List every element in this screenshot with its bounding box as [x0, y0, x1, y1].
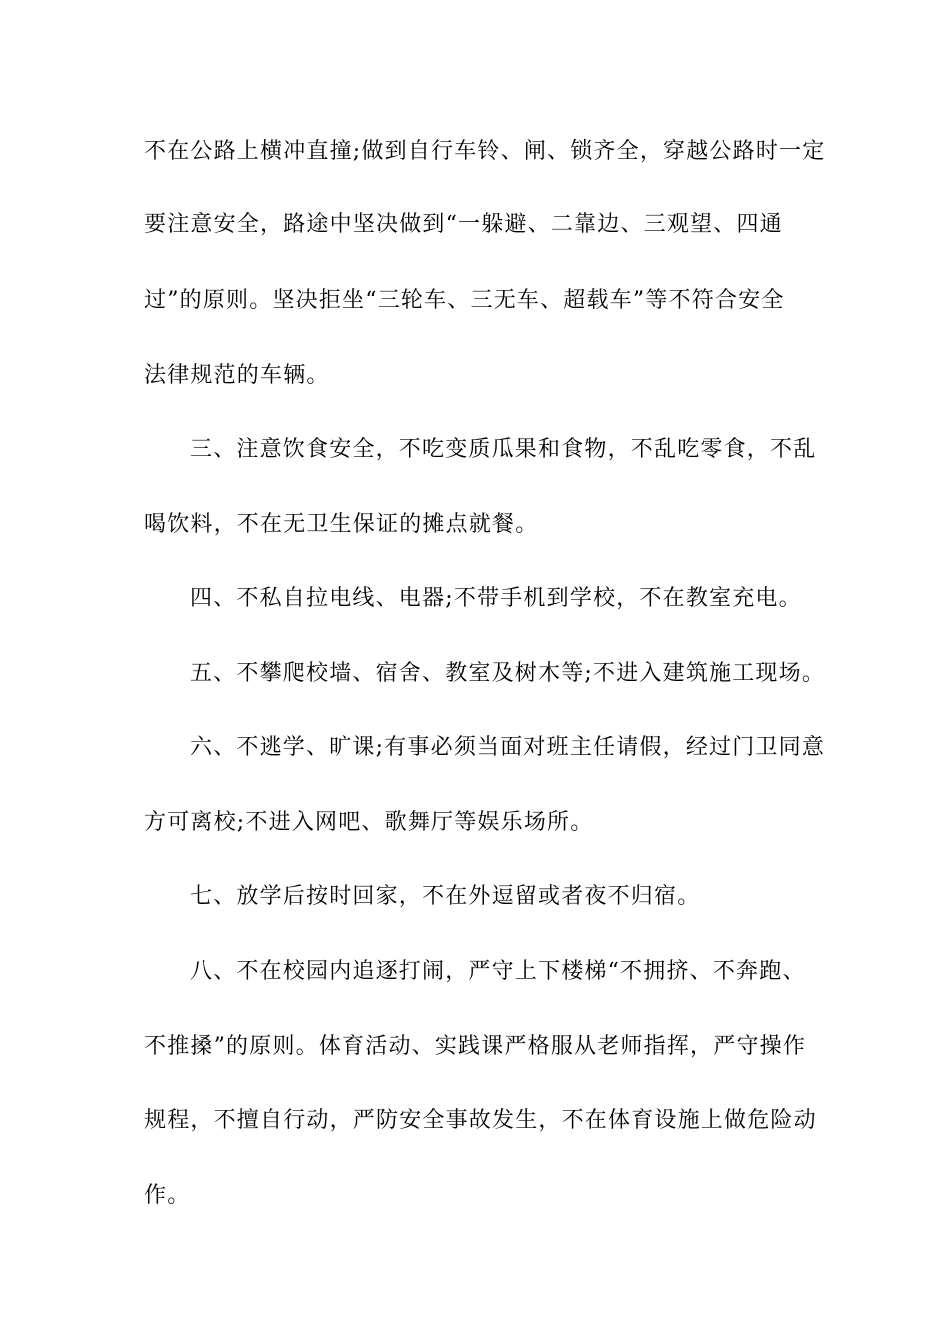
text-line: 要注意安全，路途中坚决做到“一躲避、二靠边、三观望、四通 — [144, 212, 783, 237]
paragraph-8-start: 八、不在校园内追逐打闹，严守上下楼梯“不拥挤、不奔跑、 — [190, 959, 806, 984]
paragraph-6-start: 六、不逃学、旷课;有事必须当面对班主任请假，经过门卫同意 — [190, 735, 826, 760]
text-line: 法律规范的车辆。 — [144, 363, 330, 388]
text-line: 不在公路上横冲直撞;做到自行车铃、闸、锁齐全，穿越公路时一定 — [144, 139, 826, 164]
paragraph-3-start: 三、注意饮食安全，不吃变质瓜果和食物，不乱吃零食，不乱 — [190, 437, 817, 462]
text-line: 作。 — [144, 1183, 191, 1208]
paragraph-5: 五、不攀爬校墙、宿舍、教室及树木等;不进入建筑施工现场。 — [190, 661, 826, 686]
text-line: 规程，不擅自行动，严防安全事故发生，不在体育设施上做危险动 — [144, 1108, 817, 1133]
paragraph-4: 四、不私自拉电线、电器;不带手机到学校，不在教室充电。 — [190, 586, 802, 611]
text-line: 过”的原则。坚决拒坐“三轮车、三无车、超载车”等不符合安全 — [144, 288, 785, 313]
text-line: 不推搡”的原则。体育活动、实践课严格服从老师指挥，严守操作 — [144, 1034, 807, 1059]
text-line: 方可离校;不进入网吧、歌舞厅等娱乐场所。 — [144, 810, 594, 835]
paragraph-7: 七、放学后按时回家，不在外逗留或者夜不归宿。 — [190, 884, 701, 909]
text-line: 喝饮料，不在无卫生保证的摊点就餐。 — [144, 512, 539, 537]
